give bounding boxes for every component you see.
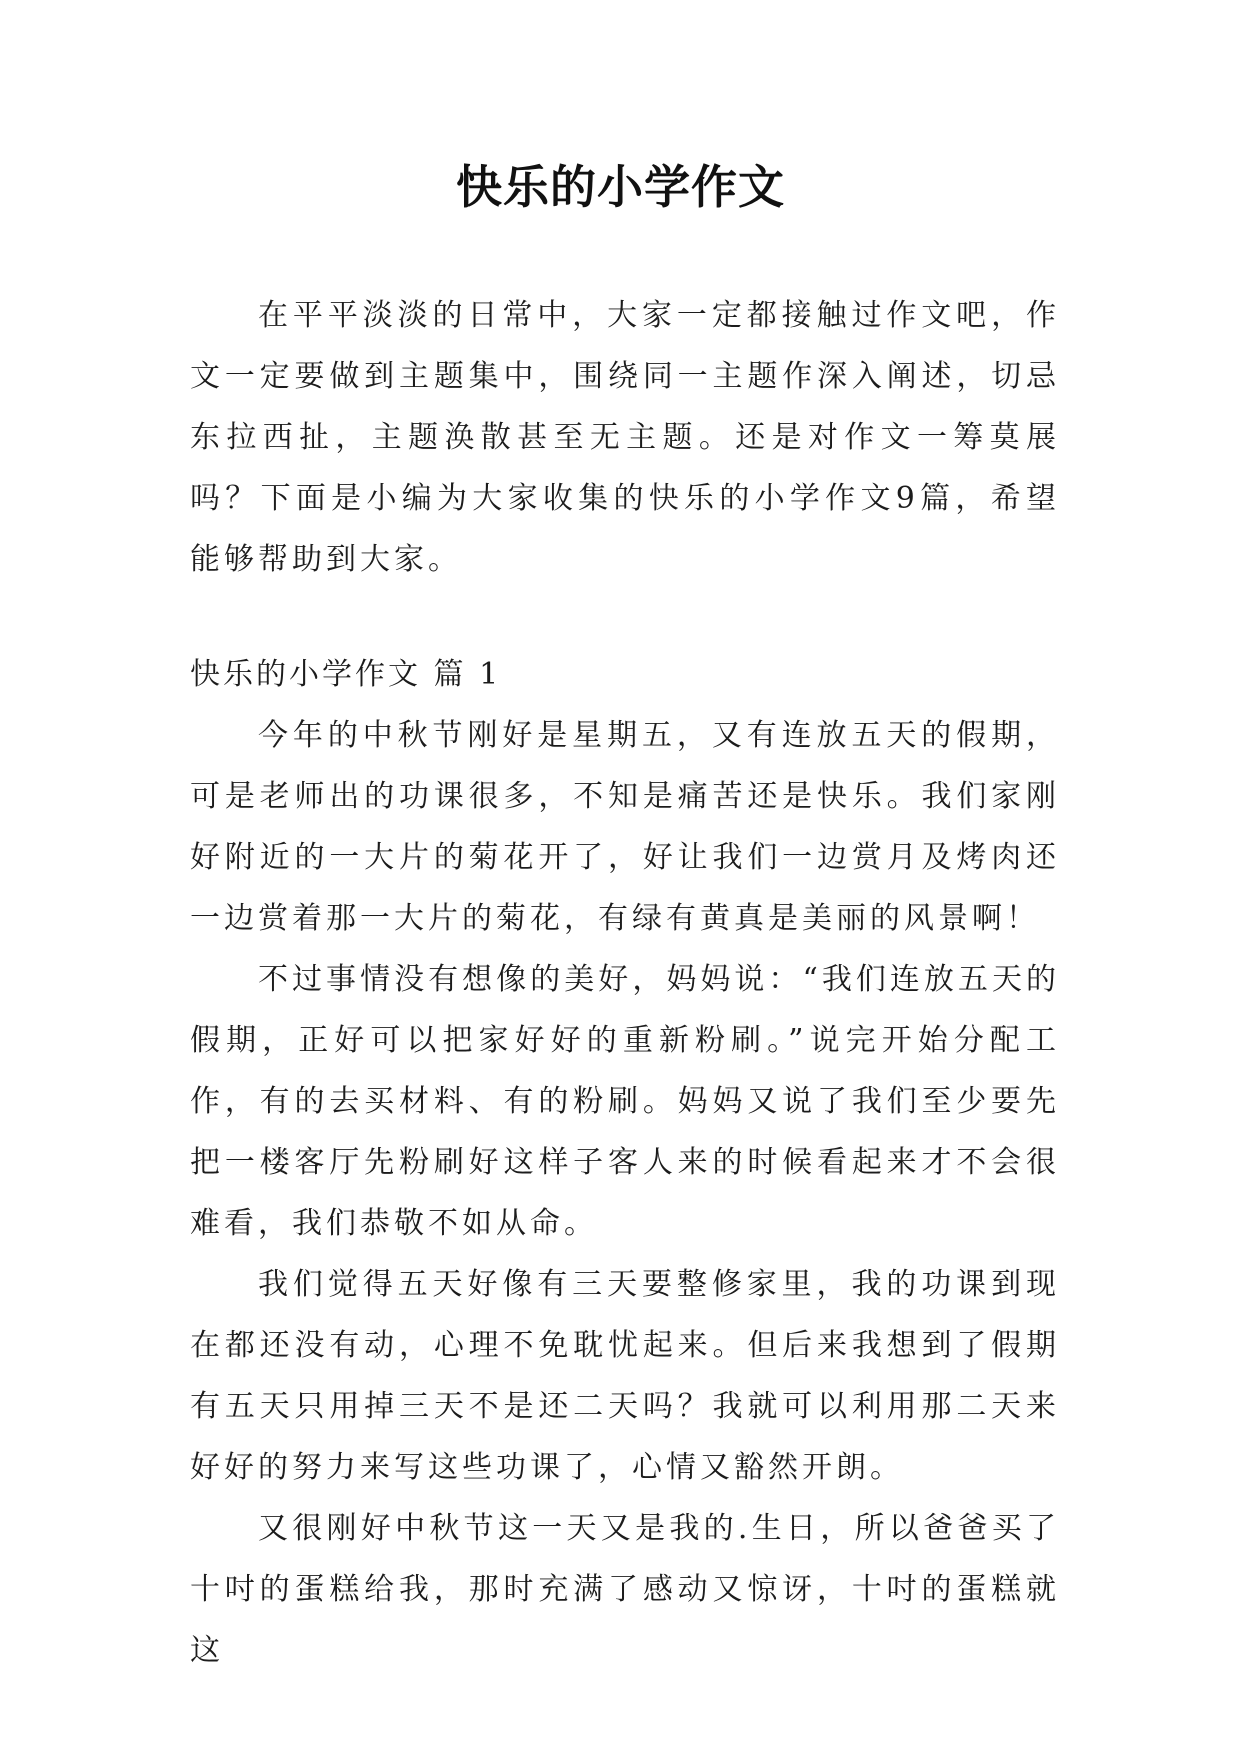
- document-body: [190, 285, 1060, 1681]
- body-paragraph: 我们觉得五天好像有三天要整修家里，我的功课到现在都还没有动，心理不免耽忧起来。但后来我想到了假期有五天只用掉三天不是还二天吗？我就可以利用那二天来好好的努力来写这些功课了，心情又豁然开朗。: [190, 1267, 1060, 1485]
- document-title: 快乐的小学作文: [456, 160, 785, 214]
- section-heading: 快乐的小学作文 篇 1: [190, 657, 502, 692]
- body-paragraph: 又很刚好中秋节这一天又是我的.生日，所以爸爸买了十吋的蛋糕给我，那时充满了感动又惊讶，十吋的蛋糕就这: [190, 1511, 1060, 1668]
- intro-paragraph: 在平平淡淡的日常中，大家一定都接触过作文吧，作文一定要做到主题集中，围绕同一主题作深入阐述，切忌东拉西扯，主题涣散甚至无主题。还是对作文一筹莫展吗？下面是小编为大家收集的快乐的小学作文9篇，希望能够帮助到大家。: [190, 298, 1060, 577]
- body-paragraph: 不过事情没有想像的美好，妈妈说：“我们连放五天的假期，正好可以把家好好的重新粉刷。”说完开始分配工作，有的去买材料、有的粉刷。妈妈又说了我们至少要先把一楼客厅先粉刷好这样子客人来的时候看起来才不会很难看，我们恭敬不如从命。: [190, 962, 1060, 1241]
- body-paragraph: 今年的中秋节刚好是星期五，又有连放五天的假期，可是老师出的功课很多，不知是痛苦还是快乐。我们家刚好附近的一大片的菊花开了，好让我们一边赏月及烤肉还一边赏着那一大片的菊花，有绿有黄真是美丽的风景啊！: [190, 718, 1060, 936]
